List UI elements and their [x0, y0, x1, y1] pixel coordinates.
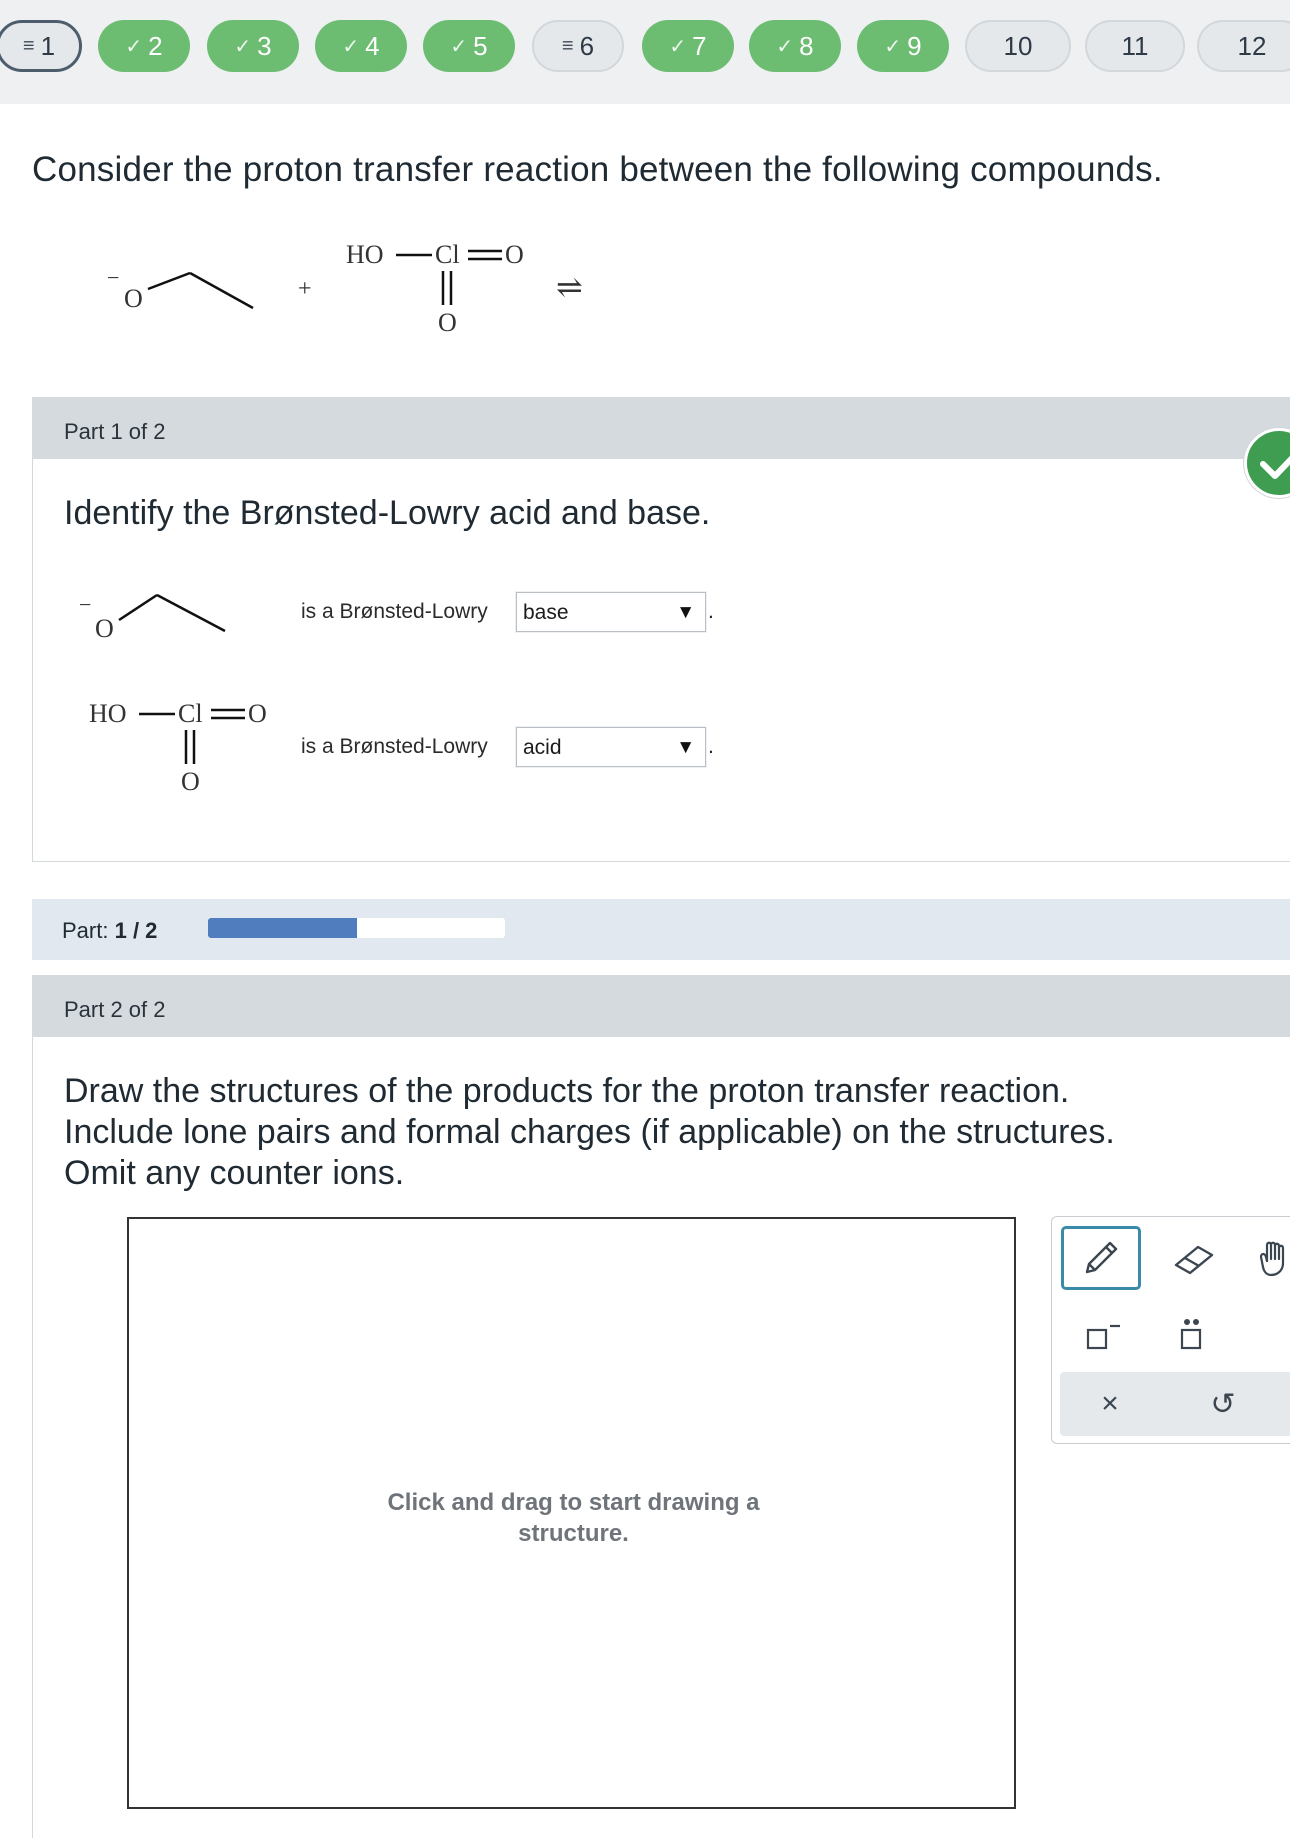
prompt-line: Include lone pairs and formal charges (if applicable) on the structures.	[64, 1113, 1115, 1151]
ho-label: HO	[346, 240, 384, 269]
charge-label: −	[107, 265, 120, 290]
clear-button[interactable]	[1080, 1378, 1140, 1430]
equilibrium-arrow-icon: ⇌	[556, 269, 583, 305]
caret-down-icon: ▼	[676, 602, 695, 623]
charge-tool-button[interactable]	[1074, 1311, 1134, 1361]
check-icon: ✓	[669, 35, 687, 58]
nav-item-2[interactable]: ✓ 2	[98, 20, 190, 72]
nav-item-12[interactable]: 12	[1197, 20, 1290, 72]
hand-icon	[1253, 1237, 1290, 1281]
bond-line	[148, 273, 190, 289]
pencil-tool-button[interactable]	[1061, 1226, 1141, 1290]
canvas-hint	[129, 1487, 1018, 1549]
nav-item-8[interactable]: ✓ 8	[749, 20, 841, 72]
list-icon: ≡	[561, 34, 574, 57]
part1-header	[32, 397, 1290, 459]
prompt-line: Omit any counter ions.	[64, 1154, 405, 1192]
ethoxide-structure	[75, 585, 245, 645]
selected-value: acid	[523, 736, 562, 759]
list-icon: ≡	[22, 34, 35, 57]
undo-button[interactable]	[1193, 1378, 1253, 1430]
o-label: O	[181, 767, 200, 796]
nav-item-5[interactable]: ✓ 5	[423, 20, 515, 72]
caret-down-icon: ▼	[676, 737, 695, 758]
toolbox-footer	[1060, 1372, 1290, 1436]
nav-item-9[interactable]: ✓ 9	[857, 20, 949, 72]
progress-fill	[208, 918, 357, 938]
part2-header-label: Part 2 of 2	[64, 997, 166, 1022]
progress-label	[62, 918, 157, 944]
nav-item-10[interactable]: 10	[965, 20, 1071, 72]
eraser-icon	[1170, 1239, 1218, 1279]
part-progress	[32, 899, 1290, 960]
cl-label: Cl	[178, 699, 203, 728]
acid-select[interactable]	[516, 727, 706, 767]
charge-icon	[1082, 1316, 1126, 1356]
close-icon: ×	[1101, 1387, 1119, 1420]
canvas-hint-line: structure.	[518, 1520, 629, 1547]
row2-statement: is a Brønsted-Lowry	[301, 735, 488, 758]
question-nav	[0, 0, 1290, 104]
progress-bar	[208, 918, 505, 938]
canvas-hint-line: Click and drag to start drawing a	[387, 1489, 760, 1516]
check-icon: ✓	[234, 35, 252, 58]
part1-prompt: Identify the Brønsted-Lowry acid and base.	[64, 494, 711, 532]
lone-pair-tool-button[interactable]	[1162, 1311, 1222, 1361]
drawing-toolbox	[1051, 1216, 1290, 1444]
progress-value: 1 / 2	[114, 918, 158, 943]
part2-header	[32, 975, 1290, 1037]
nav-item-7[interactable]: ✓ 7	[642, 20, 734, 72]
nav-item-6[interactable]: ≡ 6	[532, 20, 624, 72]
row1-statement: is a Brønsted-Lowry	[301, 600, 488, 623]
lone-pair-icon	[1170, 1316, 1214, 1356]
period: .	[708, 735, 714, 758]
bond-line	[190, 273, 253, 308]
check-icon: ✓	[125, 35, 143, 58]
reaction-scheme	[100, 228, 620, 348]
nav-item-1[interactable]: ≡ 1	[0, 20, 82, 72]
chloric-acid-structure	[85, 692, 285, 797]
progress-label-text: Part:	[62, 918, 109, 943]
o-label: O	[505, 240, 524, 269]
plus-sign: +	[298, 276, 312, 302]
question-text: Consider the proton transfer reaction between the following compounds.	[32, 150, 1163, 189]
prompt-line: Draw the structures of the products for the proton transfer reaction.	[64, 1072, 1070, 1110]
drawing-canvas[interactable]	[127, 1217, 1016, 1809]
pencil-icon	[1079, 1236, 1123, 1280]
base-select[interactable]	[516, 592, 706, 632]
check-icon: ✓	[776, 35, 794, 58]
cl-label: Cl	[435, 240, 460, 269]
nav-item-4[interactable]: ✓ 4	[315, 20, 407, 72]
selected-value: base	[523, 601, 569, 624]
o-label: O	[248, 699, 267, 728]
bond-line	[119, 595, 157, 620]
charge-label: −	[79, 592, 92, 617]
oxygen-label: O	[124, 284, 143, 313]
o-label: O	[438, 308, 457, 337]
check-icon: ✓	[450, 35, 468, 58]
part1-header-label: Part 1 of 2	[64, 419, 166, 444]
check-icon: ✓	[342, 35, 360, 58]
bond-line	[157, 595, 225, 631]
undo-icon: ↺	[1210, 1387, 1236, 1421]
oxygen-label: O	[95, 614, 114, 643]
hand-tool-button[interactable]	[1245, 1231, 1290, 1287]
check-icon: ✓	[884, 35, 902, 58]
period: .	[708, 600, 714, 623]
nav-item-11[interactable]: 11	[1085, 20, 1185, 72]
part2-prompt	[64, 1071, 1115, 1194]
nav-item-3[interactable]: ✓ 3	[207, 20, 299, 72]
ho-label: HO	[89, 699, 127, 728]
eraser-tool-button[interactable]	[1164, 1231, 1224, 1287]
